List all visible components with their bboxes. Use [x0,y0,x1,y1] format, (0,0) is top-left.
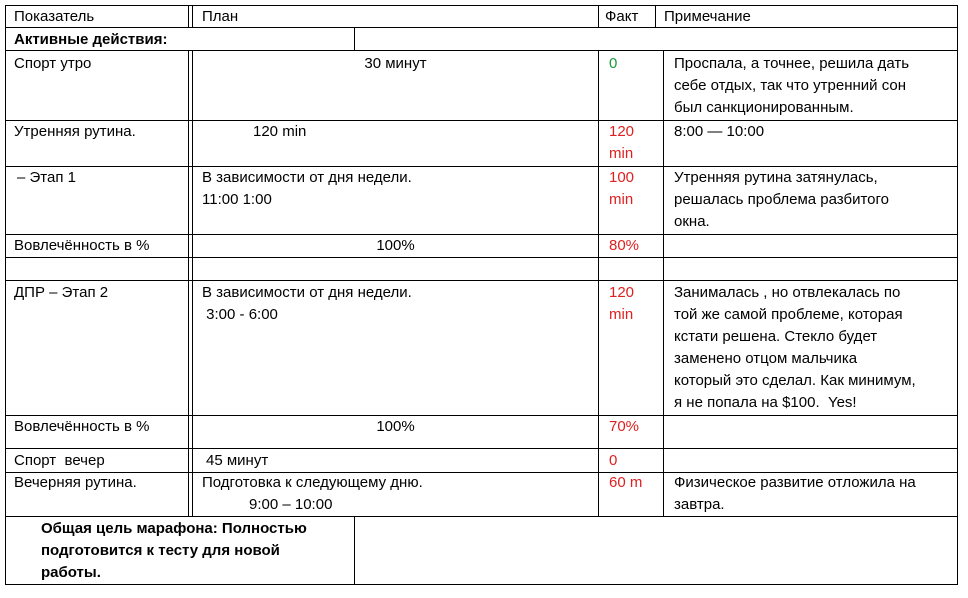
row-border [5,584,958,585]
engagement2-plan: 100% [376,418,415,435]
header-fact: Факт [605,8,639,25]
col-border [354,516,355,584]
col-border [663,50,664,516]
stage1-note-line: решалась проблема разбитого [674,191,890,208]
section-title: Активные действия: [14,31,168,48]
dpr-stage2-note-line: Занималась , но отвлекалась по [674,284,901,301]
dpr-stage2-label: ДПР – Этап 2 [14,284,109,301]
sport-morning-note-line: был санкционированным. [674,99,854,116]
dpr-stage2-note-line: я не попала на $100. Yes! [674,394,857,411]
engagement1-label: Вовлечённость в % [14,237,150,254]
sport-morning-note-line: Проспала, а точнее, решила дать [674,55,910,72]
sport-evening-label: Спорт вечер [14,452,105,469]
col-border [354,27,355,50]
marathon-goal-line: подготовится к тесту для новой [41,542,280,559]
morning-routine-label: Утренняя рутина. [14,123,136,140]
dpr-stage2-plan-line: В зависимости от дня недели. [202,284,412,301]
dpr-stage2-fact-unit: min [609,306,634,323]
row-border [5,5,958,6]
col-border [188,5,189,27]
evening-routine-note-line: Физическое развитие отложила на [674,474,916,491]
col-border [598,5,599,27]
evening-routine-label: Вечерняя рутина. [14,474,137,491]
morning-routine-fact-value: 120 [609,123,635,140]
stage1-note-line: окна. [674,213,710,230]
stage1-fact-value: 100 [609,169,635,186]
row-border [5,27,958,28]
sport-morning-plan: 30 минут [364,55,427,72]
engagement2-fact: 70% [609,418,640,435]
morning-routine-note: 8:00 — 10:00 [674,123,765,140]
row-border [5,516,958,517]
stage1-plan-line: В зависимости от дня недели. [202,169,412,186]
sport-morning-label: Спорт утро [14,55,92,72]
header-note: Примечание [664,8,751,25]
sport-evening-plan: 45 минут [206,452,269,469]
marathon-goal-line: Общая цель марафона: Полностью [41,520,307,537]
stage1-plan-line: 11:00 1:00 [202,191,272,208]
col-border [655,5,656,27]
evening-routine-note-line: завтра. [674,496,725,513]
dpr-stage2-note-line: заменено отцом мальчика [674,350,858,367]
dpr-stage2-note-line: кстати решена. Стекло будет [674,328,878,345]
sport-morning-fact: 0 [609,55,618,72]
row-border [5,280,958,281]
marathon-goal-line: работы. [41,564,101,581]
stage1-label: – Этап 1 [17,169,76,186]
row-border [5,120,958,121]
header-indicator: Показатель [14,8,95,25]
evening-routine-plan-line: 9:00 – 10:00 [249,496,333,513]
row-border [5,448,958,449]
dpr-stage2-note-line: который это сделал. Как минимум, [674,372,916,389]
stage1-note-line: Утренняя рутина затянулась, [674,169,878,186]
dpr-stage2-fact-value: 120 [609,284,635,301]
morning-routine-plan: 120 min [253,123,307,140]
marathon-table [5,5,958,585]
col-border [957,5,958,585]
evening-routine-fact: 60 m [609,474,643,491]
dpr-stage2-plan-line: 3:00 - 6:00 [202,306,278,323]
engagement1-fact: 80% [609,237,640,254]
col-border [192,50,193,516]
col-border [188,50,189,516]
sport-morning-note-line: себе отдых, так что утренний сон [674,77,907,94]
evening-routine-plan-line: Подготовка к следующему дню. [202,474,423,491]
row-border [5,257,958,258]
header-plan: План [202,8,239,25]
col-border [598,50,599,516]
col-border [5,5,6,585]
morning-routine-fact-unit: min [609,145,634,162]
col-border [192,5,193,27]
sport-evening-fact: 0 [609,452,618,469]
engagement2-label: Вовлечённость в % [14,418,150,435]
engagement1-plan: 100% [376,237,415,254]
stage1-fact-unit: min [609,191,634,208]
dpr-stage2-note-line: той же самой проблеме, которая [674,306,903,323]
